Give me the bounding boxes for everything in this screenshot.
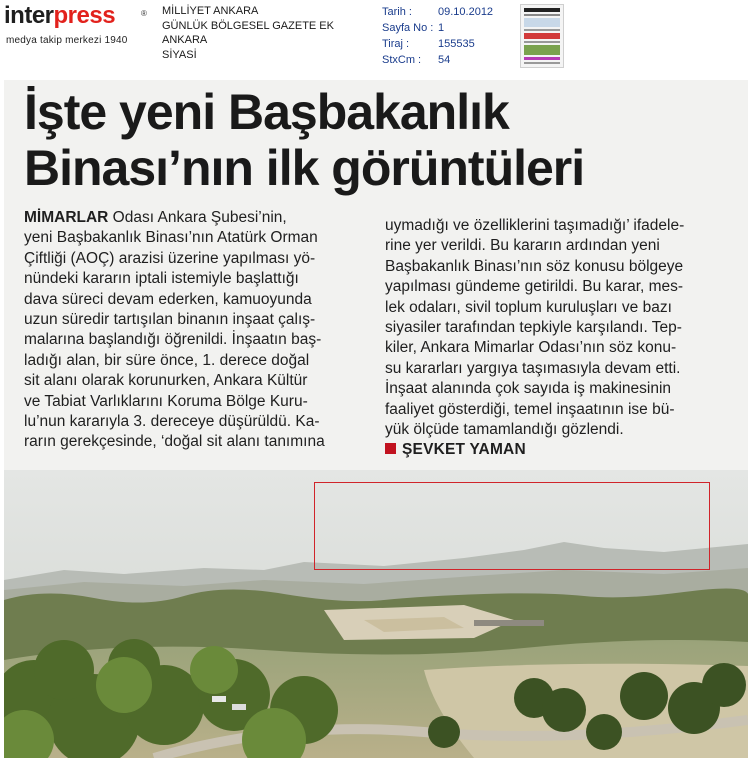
article-column-1 — [24, 208, 367, 453]
text-line: yapılması gündeme getirildi. Bu karar, mes- — [385, 278, 684, 296]
article-column-2 — [385, 216, 728, 461]
site-highlight-box — [314, 482, 710, 570]
text-line: kiler, Ankara Mimarlar Odası’nın söz konu- — [385, 339, 677, 357]
headline-line: Binası’nın ilk görüntüleri — [24, 140, 585, 196]
text-line: lu’nun kararıyla 3. dereceye düşürüldü. Ka- — [24, 413, 320, 431]
clipping-header — [0, 0, 752, 78]
text-line: yük ölçüde tamamlandığı gözlendi. — [385, 421, 624, 439]
field-stxcm: StxCm : 54 — [382, 54, 451, 66]
text-line: siyasiler tarafından tepkiyle karşılandı. Tep- — [385, 319, 682, 337]
interpress-logo — [4, 2, 152, 48]
text-line: MİMARLAR Odası Ankara Şubesi’nin, — [24, 209, 287, 226]
publication-info — [162, 4, 334, 62]
text-line: nündeki kararın iptali istemiyle başlattığı — [24, 270, 299, 288]
text-line: yeni Başbakanlık Binası’nın Atatürk Orman — [24, 229, 318, 247]
text-line: İnşaat alanında çok sayıda iş makinesinin — [385, 380, 672, 398]
text-line: dava süreci devam ederken, kamuoyunda — [24, 290, 312, 308]
text-line: Çiftliği (AOÇ) arazisi üzerine yapılması yö- — [24, 249, 316, 267]
logo-wordmark: interpress — [4, 2, 116, 29]
text-line: ve Tabiat Varlıklarını Koruma Bölge Kuru- — [24, 392, 308, 410]
registered-mark: ® — [141, 9, 147, 18]
headline-line: İşte yeni Başbakanlık — [24, 84, 509, 140]
clipping-fields — [382, 4, 512, 68]
field-page-no: Sayfa No : 1 — [382, 22, 445, 34]
text-line: rarın gerekçesinde, ‘doğal sit alanı tanımına — [24, 433, 325, 451]
publication-name: MİLLİYET ANKARA — [162, 5, 259, 17]
field-date: Tarih : 09.10.2012 — [382, 6, 494, 18]
page-thumbnail — [520, 4, 564, 68]
text-line: lek odaları, sivil toplum kuruluşları ve bazı — [385, 298, 672, 316]
lead-word: MİMARLAR — [24, 209, 109, 226]
text-line: rine yer verildi. Bu kararın ardından yeni — [385, 237, 660, 255]
text-line: ladığı alan, bir süre önce, 1. derece doğal — [24, 351, 310, 369]
publication-category: SİYASİ — [162, 48, 197, 61]
author-byline: ŞEVKET YAMAN — [385, 440, 728, 460]
field-circulation: Tiraj : 155535 — [382, 38, 475, 50]
publication-city: ANKARA — [162, 34, 208, 46]
text-line: uymadığı ve özelliklerini taşımadığı’ ifadele- — [385, 217, 685, 234]
news-article — [4, 80, 748, 758]
article-headline — [24, 84, 584, 196]
logo-tagline: medya takip merkezi 1940 — [6, 35, 128, 46]
text-line: sit alanı olarak korunurken, Ankara Kültür — [24, 372, 308, 390]
text-line: Başbakanlık Binası’nın söz konusu bölgeye — [385, 257, 684, 275]
text-line: uzun süredir tartışılan binanın inşaat çalış- — [24, 311, 316, 329]
text-line: su kararları yargıya taşımasıyla devam etti. — [385, 359, 681, 377]
byline-square-icon — [385, 443, 396, 454]
publication-edition: GÜNLÜK BÖLGESEL GAZETE EK — [162, 19, 334, 32]
text-line: faaliyet gösterdiği, temel inşaatının ise bü- — [385, 400, 675, 418]
text-line: malarına başlandığı öğrenildi. İnşaatın baş- — [24, 331, 322, 349]
